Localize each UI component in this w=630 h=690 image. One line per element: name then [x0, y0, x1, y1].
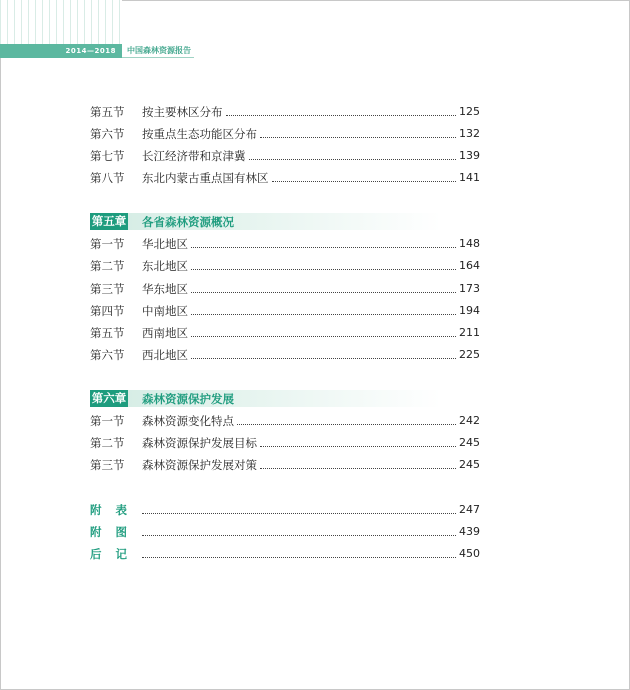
toc-entry[interactable] — [90, 347, 480, 363]
section-title: 东北地区 — [142, 259, 188, 273]
toc-entry[interactable] — [90, 413, 480, 429]
leader-dots — [191, 335, 456, 337]
section-label: 第二节 — [90, 259, 125, 273]
header-years: 2014—2018 — [0, 44, 122, 58]
toc-entry[interactable] — [90, 325, 480, 341]
page-number: 164 — [459, 259, 480, 272]
section-title: 长江经济带和京津冀 — [142, 149, 246, 163]
toc-entry[interactable] — [90, 281, 480, 297]
leader-dots — [191, 246, 456, 248]
page-number: 194 — [459, 304, 480, 317]
chapter-label: 第五章 — [91, 214, 127, 228]
appendix-label: 附表 — [90, 503, 141, 517]
leader-dots — [260, 445, 456, 447]
leader-dots — [191, 357, 456, 359]
toc-entry[interactable] — [90, 435, 480, 451]
chapter-heading[interactable] — [90, 390, 480, 407]
chapter-title: 森林资源保护发展 — [142, 391, 234, 406]
toc-entry[interactable] — [90, 457, 480, 473]
toc-entry[interactable] — [90, 236, 480, 252]
page-number: 211 — [459, 326, 480, 339]
leader-dots — [191, 291, 456, 293]
leader-dots — [142, 512, 456, 514]
leader-dots — [237, 423, 456, 425]
page-number: 173 — [459, 282, 480, 295]
leader-dots — [191, 313, 456, 315]
section-title: 森林资源变化特点 — [142, 414, 234, 428]
page-number: 242 — [459, 414, 480, 427]
leader-dots — [191, 268, 456, 270]
appendix-label: 附图 — [90, 525, 141, 539]
page-number: 141 — [459, 171, 480, 184]
leader-dots — [260, 136, 456, 138]
chapter-title: 各省森林资源概况 — [142, 214, 234, 229]
toc-entry-appendix[interactable] — [90, 546, 480, 562]
page-number: 247 — [459, 503, 480, 516]
section-label: 第八节 — [90, 171, 125, 185]
chapter-label: 第六章 — [91, 391, 127, 405]
page-number: 148 — [459, 237, 480, 250]
header-title: 中国森林资源报告 — [127, 46, 191, 55]
section-label: 第三节 — [90, 282, 125, 296]
page-number: 125 — [459, 105, 480, 118]
section-title: 森林资源保护发展对策 — [142, 458, 257, 472]
leader-dots — [226, 114, 457, 116]
leader-dots — [249, 158, 457, 160]
section-title: 按重点生态功能区分布 — [142, 127, 257, 141]
section-title: 森林资源保护发展目标 — [142, 436, 257, 450]
toc-entry[interactable] — [90, 303, 480, 319]
section-label: 第三节 — [90, 458, 125, 472]
toc-entry-appendix[interactable] — [90, 524, 480, 540]
leader-dots — [260, 467, 456, 469]
leader-dots — [272, 180, 457, 182]
section-label: 第七节 — [90, 149, 125, 163]
toc-entry[interactable] — [90, 258, 480, 274]
section-label: 第五节 — [90, 105, 125, 119]
page-number: 245 — [459, 458, 480, 471]
section-label: 第六节 — [90, 348, 125, 362]
section-label: 第一节 — [90, 414, 125, 428]
toc-entry[interactable] — [90, 126, 480, 142]
page-number: 450 — [459, 547, 480, 560]
section-label: 第一节 — [90, 237, 125, 251]
section-title: 华东地区 — [142, 282, 188, 296]
header-stripes — [0, 0, 122, 44]
page-number: 139 — [459, 149, 480, 162]
toc-entry[interactable] — [90, 170, 480, 186]
toc-entry-appendix[interactable] — [90, 502, 480, 518]
chapter-heading[interactable] — [90, 213, 480, 230]
section-title: 西南地区 — [142, 326, 188, 340]
leader-dots — [142, 534, 456, 536]
page-number: 132 — [459, 127, 480, 140]
page-number: 225 — [459, 348, 480, 361]
toc-entry[interactable] — [90, 148, 480, 164]
section-title: 华北地区 — [142, 237, 188, 251]
page-number: 439 — [459, 525, 480, 538]
section-title: 东北内蒙古重点国有林区 — [142, 171, 269, 185]
leader-dots — [142, 556, 456, 558]
page-number: 245 — [459, 436, 480, 449]
section-title: 西北地区 — [142, 348, 188, 362]
appendix-label: 后记 — [90, 547, 141, 561]
toc-entry[interactable] — [90, 104, 480, 120]
section-label: 第五节 — [90, 326, 125, 340]
section-title: 中南地区 — [142, 304, 188, 318]
section-label: 第四节 — [90, 304, 125, 318]
header-underline — [122, 57, 194, 58]
section-title: 按主要林区分布 — [142, 105, 223, 119]
section-label: 第六节 — [90, 127, 125, 141]
section-label: 第二节 — [90, 436, 125, 450]
